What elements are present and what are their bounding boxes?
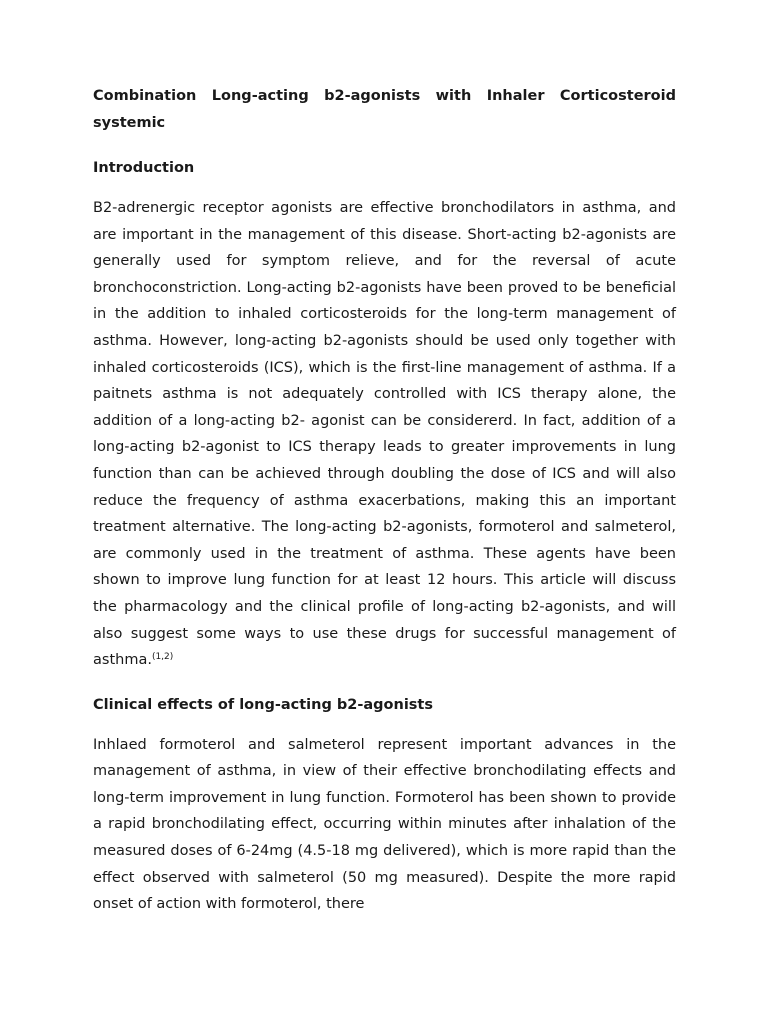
section-heading-introduction: Introduction bbox=[93, 160, 195, 176]
citation-superscript: (1,2) bbox=[151, 652, 174, 663]
clinical-effects-paragraph: Inhlaed formoterol and salmeterol represent important advances in the management of asthma, in view of their effective bronchodilating effects and long-term improvement in lung function. Formoterol has been shown to provide a rapid bronchodilating effect, occurring within minutes after inhalation of the measured doses of 6-24mg (4.5-18 mg delivered), which is more rapid than the effect observed with salmeterol (50 mg measured). Despite the more rapid onset of action with formoterol, there bbox=[93, 736, 676, 913]
section-heading-clinical-effects: Clinical effects of long-acting b2-agonists bbox=[93, 696, 433, 713]
introduction-paragraph bbox=[93, 195, 676, 674]
introduction-paragraph-text: B2-adrenergic receptor agonists are effective bronchodilators in asthma, and are important in the management of this disease. Short-acting b2-agonists are generally used for symptom relieve, and for the reversal of acute bronchoconstriction. Long-acting b2-agonists have been proved to be beneficial in the addition to inhaled corticosteroids for the long-term management of asthma. However, long-acting b2-agonists should be used only together with inhaled corticosteroids (ICS), which is the first-line management of asthma. If a paitnets asthma is not adequately controlled with ICS therapy alone, the addition of a long-acting b2- agonist can be considererd. In fact, addition of a long-acting b2-agonist to ICS therapy leads to greater improvements in lung function than can be achieved through doubling the dose of ICS and will also reduce the frequency of asthma exacerbations, making this an important treatment alternative. The long-acting b2-agonists, formoterol and salmeterol, are commonly used in the treatment of asthma. These agents have been shown to improve lung function for at least 12 hours. This article will discuss the pharmacology and the clinical profile of long-acting b2-agonists, and will also suggest some ways to use these drugs for successful management of asthma. bbox=[93, 200, 676, 669]
document-title: Combination Long-acting b2-agonists with Inhaler Corticosteroid systemic bbox=[93, 88, 676, 131]
